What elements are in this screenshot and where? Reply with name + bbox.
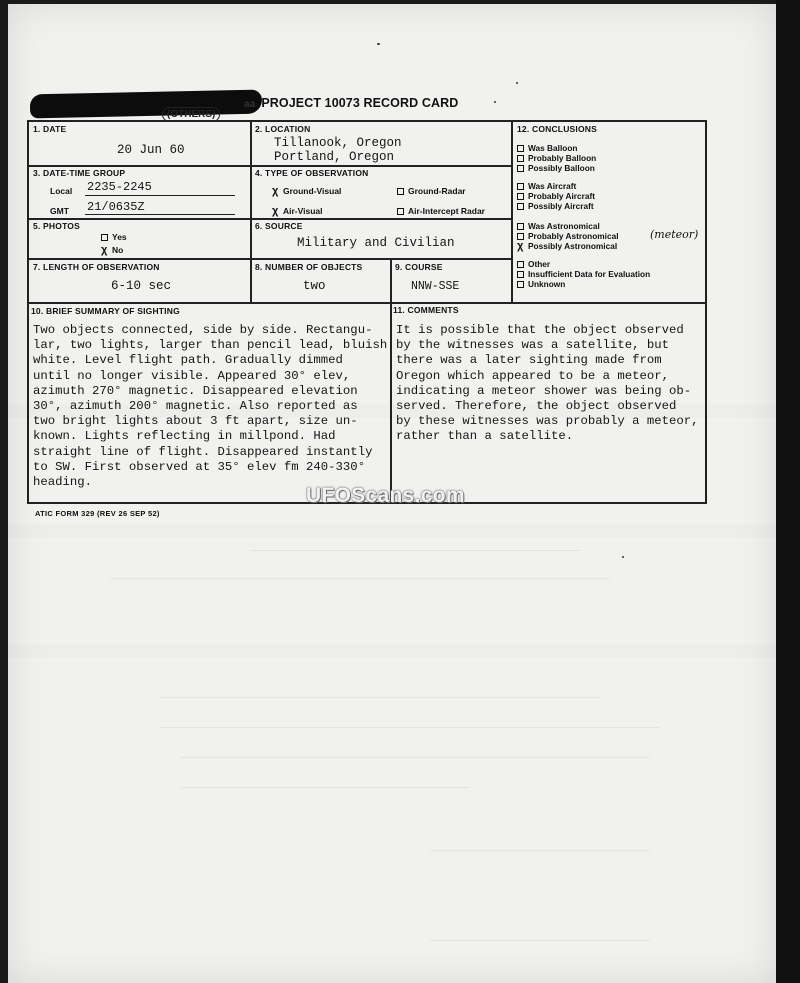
checkbox-empty-icon: [517, 261, 524, 268]
conclusion-option: [517, 163, 595, 173]
conclusion-option: [517, 181, 576, 191]
conclusion-option-label: Unknown: [528, 279, 566, 289]
checkbox-empty-icon: [517, 203, 524, 210]
summary-text: [33, 323, 387, 490]
conclusion-option-label: Probably Aircraft: [528, 191, 596, 201]
conclusion-option: [517, 191, 595, 201]
conclusion-option-label: Other: [528, 259, 551, 269]
photos-yes: Yes: [101, 232, 127, 242]
checkbox-empty-icon: [101, 234, 108, 241]
text-line: heading.: [33, 474, 93, 489]
text-line: by these witnesses was probably a meteor,: [396, 414, 699, 429]
conclusion-option-label: Was Astronomical: [528, 221, 600, 231]
checkbox-empty-icon: [517, 223, 524, 230]
text-line: there was a later sighting made from: [396, 353, 662, 368]
photos-label: 5. PHOTOS: [33, 221, 80, 231]
number-objects-label: 8. NUMBER OF OBJECTS: [255, 262, 363, 272]
x-mark-icon: χ: [272, 185, 279, 197]
location-label: 2. LOCATION: [255, 124, 311, 134]
conclusion-option-label: Possibly Astronomical: [528, 241, 618, 251]
x-mark-icon: χ: [272, 205, 279, 217]
text-line: azimuth 270° magnetic. Disappeared elevation: [33, 383, 358, 398]
handwritten-meteor-note: (meteor): [650, 228, 699, 241]
text-line: two bright lights about 3 ft apart, size un-: [33, 414, 358, 429]
checkbox-empty-icon: [517, 165, 524, 172]
text-line: until no longer visible. Appeared 30° elev,: [33, 368, 351, 383]
conclusion-option-label: Possibly Aircraft: [528, 201, 594, 211]
date-value: 20 Jun 60: [117, 143, 185, 157]
text-line: known. Lights reflecting in millpond. Had: [33, 429, 336, 444]
length-value: 6-10 sec: [111, 279, 172, 293]
length-label: 7. LENGTH OF OBSERVATION: [33, 262, 160, 272]
text-line: It is possible that the object observed: [396, 323, 684, 337]
checkbox-empty-icon: [517, 193, 524, 200]
text-line: straight line of flight. Disappeared instantly: [33, 444, 373, 459]
conclusion-option: [517, 201, 594, 211]
source-label: 6. SOURCE: [255, 221, 303, 231]
form-id: ATIC FORM 329 (REV 26 SEP 52): [35, 509, 160, 518]
local-label: Local: [50, 186, 73, 196]
option-air-visual: χ Air-Visual: [272, 205, 323, 217]
text-line: indicating a meteor shower was being ob-: [396, 383, 692, 398]
summary-label: 10. BRIEF SUMMARY OF SIGHTING: [31, 306, 180, 316]
conclusion-option: [517, 221, 600, 231]
checkbox-empty-icon: [517, 183, 524, 190]
location-line2: Portland, Oregon: [274, 150, 395, 164]
comments-label: 11. COMMENTS: [393, 305, 459, 315]
conclusion-option: [517, 259, 550, 269]
location-line1: Tillanook, Oregon: [274, 136, 402, 150]
source-value: Military and Civilian: [297, 236, 455, 250]
course-value: NNW-SSE: [411, 280, 460, 293]
course-label: 9. COURSE: [395, 262, 443, 272]
conclusions-label: 12. CONCLUSIONS: [517, 124, 597, 134]
date-label: 1. DATE: [33, 124, 67, 134]
comments-text: [396, 323, 699, 445]
conclusion-option-label: Insufficient Data for Evaluation: [528, 269, 651, 279]
watermark: UFOScans.com: [306, 484, 465, 507]
option-air-intercept-radar: Air-Intercept Radar: [397, 206, 485, 216]
checkbox-empty-icon: [397, 188, 404, 195]
text-line: 30°, azimuth 200° magnetic. Also reported as: [33, 398, 358, 413]
text-line: by the witnesses was a satellite, but: [396, 338, 670, 353]
number-objects-value: two: [303, 279, 326, 293]
text-line: lar, two lights, larger than pencil lead, bluish: [33, 338, 388, 353]
conclusion-option: [517, 241, 617, 251]
conclusion-option: [517, 143, 577, 153]
checkbox-empty-icon: [517, 155, 524, 162]
others-stamp: (OTHERS): [162, 107, 220, 122]
conclusion-option-label: Possibly Balloon: [528, 163, 595, 173]
scan-edge: [776, 0, 800, 983]
local-value: 2235-2245: [87, 180, 152, 194]
checkbox-empty-icon: [517, 271, 524, 278]
card-title: [244, 96, 458, 110]
x-mark-icon: χ: [517, 240, 524, 252]
gmt-label: GMT: [50, 206, 69, 216]
text-line: white. Level flight path. Gradually dimmed: [33, 353, 343, 368]
checkbox-empty-icon: [517, 145, 524, 152]
datetime-group-label: 3. DATE-TIME GROUP: [33, 168, 126, 178]
text-line: Two objects connected, side by side. Rectangu-: [33, 323, 373, 337]
conclusion-option-label: Probably Balloon: [528, 153, 597, 163]
text-line: to SW. First observed at 35° elev fm 240-330°: [33, 459, 366, 474]
checkbox-empty-icon: [517, 281, 524, 288]
type-observation-label: 4. TYPE OF OBSERVATION: [255, 168, 369, 178]
conclusion-option: [517, 269, 650, 279]
checkbox-empty-icon: [397, 208, 404, 215]
option-ground-visual: χ Ground-Visual: [272, 185, 342, 197]
photos-no: χ No: [101, 244, 124, 256]
conclusion-option-label: Probably Astronomical: [528, 231, 619, 241]
conclusion-option: [517, 279, 565, 289]
title-text: PROJECT 10073 RECORD CARD: [261, 96, 459, 110]
redaction-mark: [30, 90, 262, 119]
conclusion-option: [517, 153, 596, 163]
checkbox-empty-icon: [517, 233, 524, 240]
text-line: rather than a satellite.: [396, 429, 574, 444]
option-ground-radar: Ground-Radar: [397, 186, 466, 196]
x-mark-icon: χ: [101, 244, 108, 256]
title-prefix: aa: [244, 99, 256, 110]
conclusion-option: [517, 231, 619, 241]
text-line: served. Therefore, the object observed: [396, 398, 677, 413]
conclusion-option-label: Was Balloon: [528, 143, 578, 153]
text-line: Oregon which appeared to be a meteor,: [396, 368, 670, 383]
conclusion-option-label: Was Aircraft: [528, 181, 577, 191]
gmt-value: 21/0635Z: [87, 200, 145, 214]
